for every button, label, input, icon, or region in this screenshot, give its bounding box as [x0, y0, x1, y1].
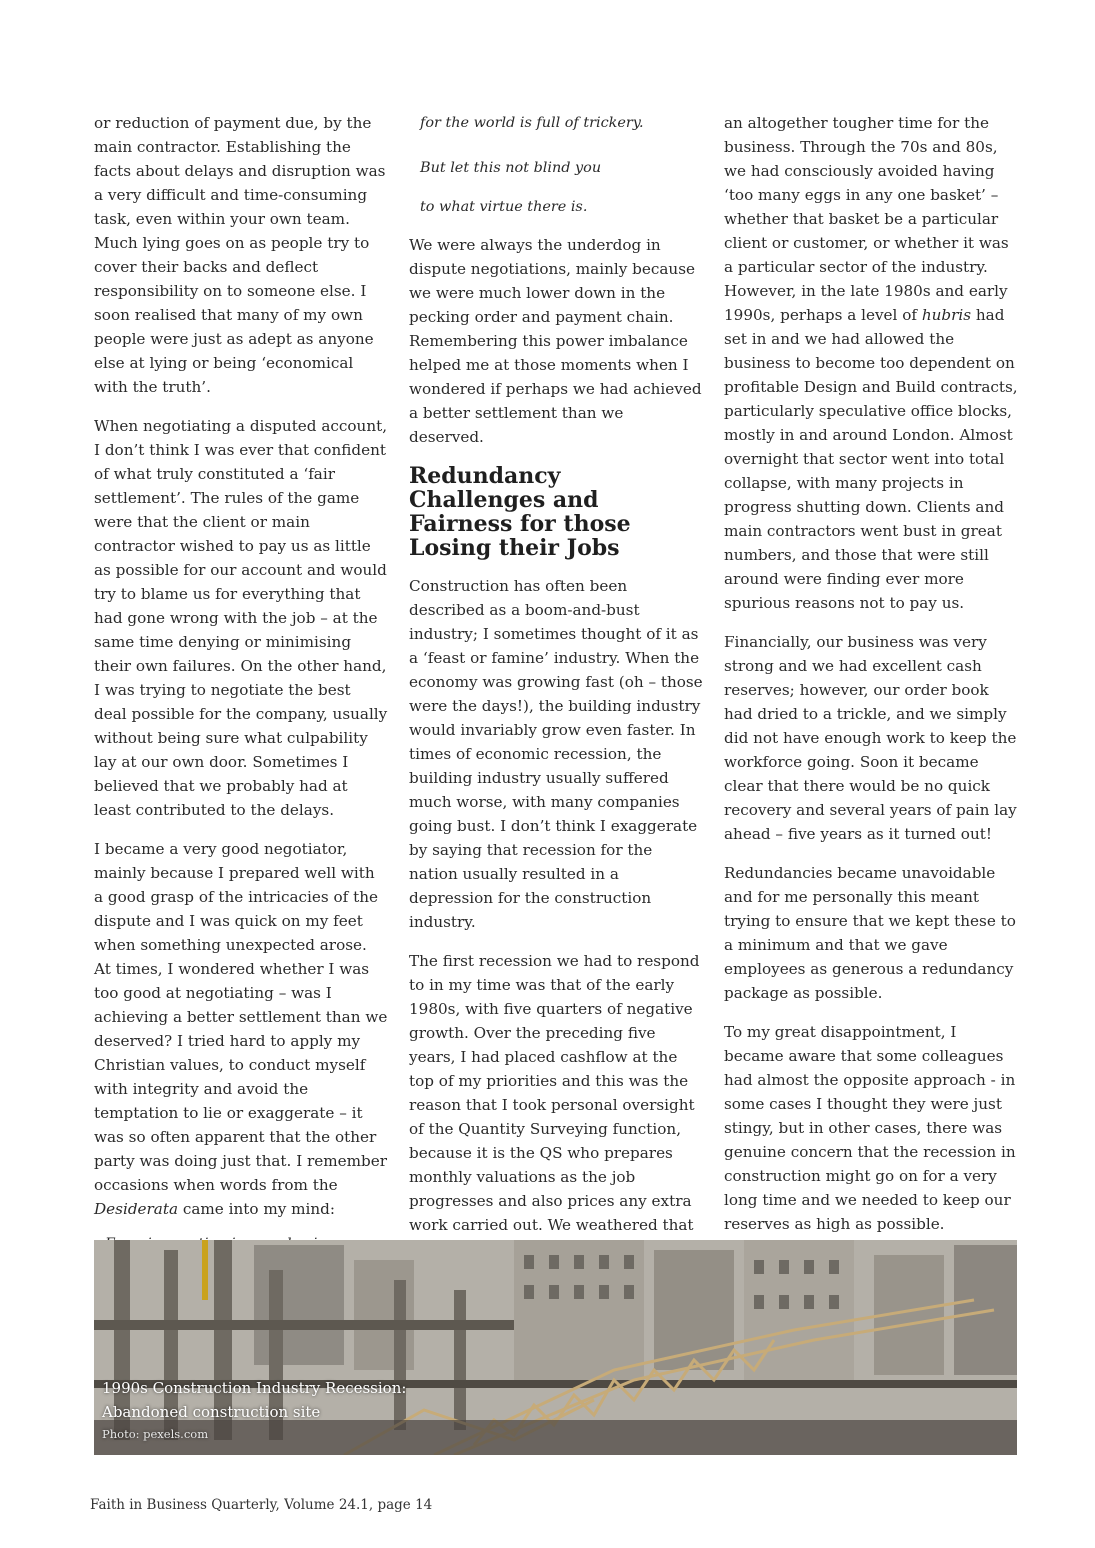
column-1: [94, 111, 388, 1295]
paragraph: [94, 837, 388, 1221]
column-3: [724, 111, 1018, 1338]
paragraph: Financially, our business was very strong and we had excellent cash reserves; however, our order book had dried to a trickle, and we simply did not have enough work to keep the workforce going. Soon it became clear that there would be no quick recovery and several years of pain lay ahead – five years as it turned out!: [724, 633, 1017, 843]
quote-line: to what virtue there is.: [420, 199, 588, 215]
page-footer: Faith in Business Quarterly, Volume 24.1, page 14: [90, 1497, 433, 1513]
photo-caption: [102, 1376, 406, 1424]
paragraph-text: came into my mind:: [178, 1200, 336, 1218]
paragraph: or reduction of payment due, by the main contractor. Establishing the facts about delays and disruption was a very difficult and time-consuming task, even within your own team. Much lying goes on as people try to cover their backs and deflect responsibility on to someone else. I soon realised that many of my own people were just as adept as anyone else at lying or being ‘economical with the truth’.: [94, 114, 386, 396]
paragraph: Construction has often been described as a boom-and-bust industry; I sometimes thought of it as a ‘feast or famine’ industry. When the economy was growing fast (oh – those were the days!), the building industry would invariably grow even faster. In times of economic recession, the building industry usually suffered much worse, with many companies going bust. I don’t think I exaggerate by saying that recession for the nation usually resulted in a depression for the construction industry.: [409, 577, 703, 931]
caption-line: 1990s Construction Industry Recession:: [102, 1379, 407, 1397]
paragraph-text: had set in and we had allowed the business to become too dependent on profitable Design and Build contracts, particularly speculative office blocks, mostly in and around London. Almost overnight that sector went into total collapse, with many projects in progress shutting down. Clients and main contractors went bust in great numbers, and those that were still around were finding ever more spurious reasons not to pay us.: [724, 306, 1018, 612]
column-2: [409, 111, 703, 1363]
quote-line: for the world is full of trickery.: [420, 115, 644, 131]
section-heading: Redundancy Challenges and Fairness for those Losing their Jobs: [409, 463, 631, 561]
construction-site-photo: [94, 1240, 1017, 1455]
paragraph: [724, 111, 1018, 615]
paragraph-text: I became a very good negotiator, mainly because I prepared well with a good grasp of the intricacies of the dispute and I was quick on my feet when something unexpected arose. At times, I wondered whether I was too good at negotiating – was I achieving a better settlement than we deserved? I tried hard to apply my Christian values, to conduct myself with integrity and avoid the temptation to lie or exaggerate – it was so often apparent that the other party was doing just that. I remember occasions when words from the: [94, 840, 388, 1194]
paragraph: When negotiating a disputed account, I don’t think I was ever that confident of what truly constituted a ‘fair settlement’. The rules of the game were that the client or main contractor wished to pay us as little as possible for our account and would try to blame us for everything that had gone wrong with the job – at the same time denying or minimising their own failures. On the other hand, I was trying to negotiate the best deal possible for the company, usually without being sure what culpability lay at our own door. Sometimes I believed that we probably had at least contributed to the delays.: [94, 417, 388, 819]
hubris-word: hubris: [921, 306, 972, 324]
quote-line: But let this not blind you: [420, 160, 602, 176]
caption-line: Abandoned construction site: [102, 1403, 321, 1421]
paragraph: We were always the underdog in dispute negotiations, mainly because we were much lower down in the pecking order and payment chain. Remembering this power imbalance helped me at those moments when I wondered if perhaps we had achieved a better settlement than we deserved.: [409, 236, 702, 446]
paragraph: The first recession we had to respond to in my time was that of the early 1980s, with five quarters of negative growth. Over the preceding five years, I had placed cashflow at the top of my priorities and this was the reason that I took personal oversight of the Quantity Surveying function, because it is the QS who prepares monthly valuations as the job progresses and also prices any extra work carried out. We weathered that: [409, 952, 700, 1234]
paragraph-text: an altogether tougher time for the business. Through the 70s and 80s, we had consciously avoided having ‘too many eggs in any one basket’ – whether that basket be a particular client or customer, or whether it was a particular sector of the industry. However, in the late 1980s and early 1990s, perhaps a level of: [724, 114, 1009, 324]
paragraph: Redundancies became unavoidable and for me personally this meant trying to ensure that we kept these to a minimum and that we gave employees as generous a redundancy package as possible.: [724, 864, 1016, 1002]
photo-credit: Photo: pexels.com: [102, 1427, 209, 1441]
paragraph: To my great disappointment, I became aware that some colleagues had almost the opposite approach - in some cases I thought they were just stingy, but in other cases, there was genuine concern that the recession in construction might go on for a very long time and we needed to keep our reserves as high as possible.: [724, 1023, 1016, 1233]
desiderata-title: Desiderata: [94, 1200, 178, 1218]
